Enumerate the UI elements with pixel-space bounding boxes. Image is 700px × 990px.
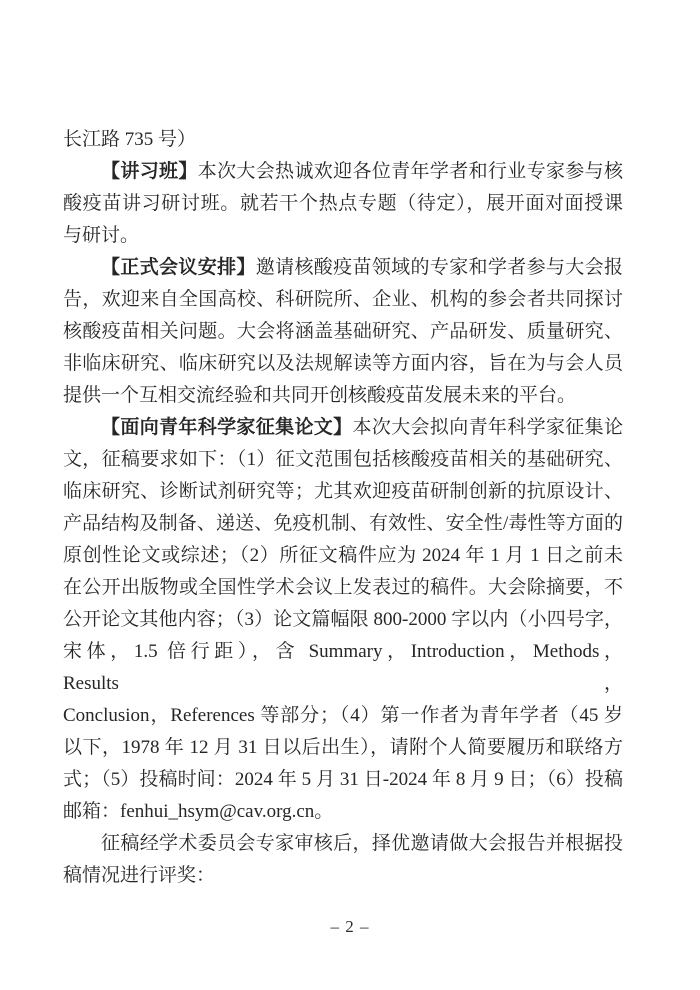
- text-run: 以下，1978 年 12 月 31 日以后出生），请附个人简要履历和联络方: [63, 737, 623, 758]
- text-line: [63, 316, 623, 348]
- text-line: [63, 348, 623, 380]
- text-run: 稿情况进行评奖：: [63, 865, 216, 886]
- text-run: 征稿经学术委员会专家审核后，择优邀请做大会报告并根据投: [101, 833, 623, 854]
- text-line: [63, 732, 623, 764]
- text-run: 邀请核酸疫苗领域的专家和学者参与大会报: [255, 257, 623, 278]
- text-run: 在公开出版物或全国性学术会议上发表过的稿件。大会除摘要，不: [63, 577, 623, 598]
- text-run: 非临床研究、临床研究以及法规解读等方面内容，旨在为与会人员: [63, 353, 623, 374]
- section-heading-run: 【正式会议安排】: [101, 257, 256, 278]
- text-run: 提供一个互相交流经验和共同开创核酸疫苗发展未来的平台。: [63, 385, 577, 406]
- text-run: 宋体，1.5 倍行距），含 Summary，Introduction，Methods，Results，: [63, 641, 623, 694]
- text-run: 式；（5）投稿时间：2024 年 5 月 31 日-2024 年 8 月 9 日；（6）投稿: [63, 769, 623, 790]
- text-line: [63, 828, 623, 860]
- text-run: 产品结构及制备、递送、免疫机制、有效性、安全性/毒性等方面的: [63, 513, 623, 534]
- text-line: [63, 636, 623, 700]
- text-run: 长江路 735 号）: [63, 129, 197, 150]
- text-run: 与研讨。: [63, 225, 140, 246]
- text-run: 酸疫苗讲习研讨班。就若干个热点专题（待定），展开面对面授课: [63, 193, 623, 214]
- section-heading-run: 【面向青年科学家征集论文】: [101, 417, 353, 438]
- text-line: [63, 412, 623, 444]
- text-line: [63, 796, 623, 828]
- text-line: [63, 220, 623, 252]
- text-line: [63, 284, 623, 316]
- page-number: – 2 –: [330, 917, 370, 936]
- text-run: 本次大会热诚欢迎各位青年学者和行业专家参与核: [197, 161, 623, 182]
- text-line: [63, 540, 623, 572]
- text-run: 文，征稿要求如下：（1）征文范围包括核酸疫苗相关的基础研究、: [63, 449, 623, 470]
- text-line: [63, 764, 623, 796]
- text-line: [63, 124, 623, 156]
- section-heading-run: 【讲习班】: [101, 161, 198, 182]
- text-run: 原创性论文或综述；（2）所征文稿件应为 2024 年 1 月 1 日之前未: [63, 545, 623, 566]
- text-run: 告，欢迎来自全国高校、科研院所、企业、机构的参会者共同探讨: [63, 289, 623, 310]
- text-run: 本次大会拟向青年科学家征集论: [352, 417, 623, 438]
- text-run: 临床研究、诊断试剂研究等；尤其欢迎疫苗研制创新的抗原设计、: [63, 481, 623, 502]
- text-line: [63, 572, 623, 604]
- text-line: [63, 476, 623, 508]
- document-body: [63, 124, 623, 892]
- text-line: [63, 700, 623, 732]
- text-line: [63, 252, 623, 284]
- text-run: Conclusion，References 等部分；（4）第一作者为青年学者（45 岁: [63, 705, 623, 726]
- text-line: [63, 604, 623, 636]
- text-run: 邮箱：fenhui_hsym@cav.org.cn。: [63, 801, 334, 822]
- text-run: 公开论文其他内容；（3）论文篇幅限 800-2000 字以内（小四号字，: [63, 609, 623, 630]
- text-line: [63, 188, 623, 220]
- text-line: [63, 444, 623, 476]
- text-line: [63, 156, 623, 188]
- text-line: [63, 508, 623, 540]
- text-run: 核酸疫苗相关问题。大会将涵盖基础研究、产品研发、质量研究、: [63, 321, 623, 342]
- text-line: [63, 380, 623, 412]
- text-line: [63, 860, 623, 892]
